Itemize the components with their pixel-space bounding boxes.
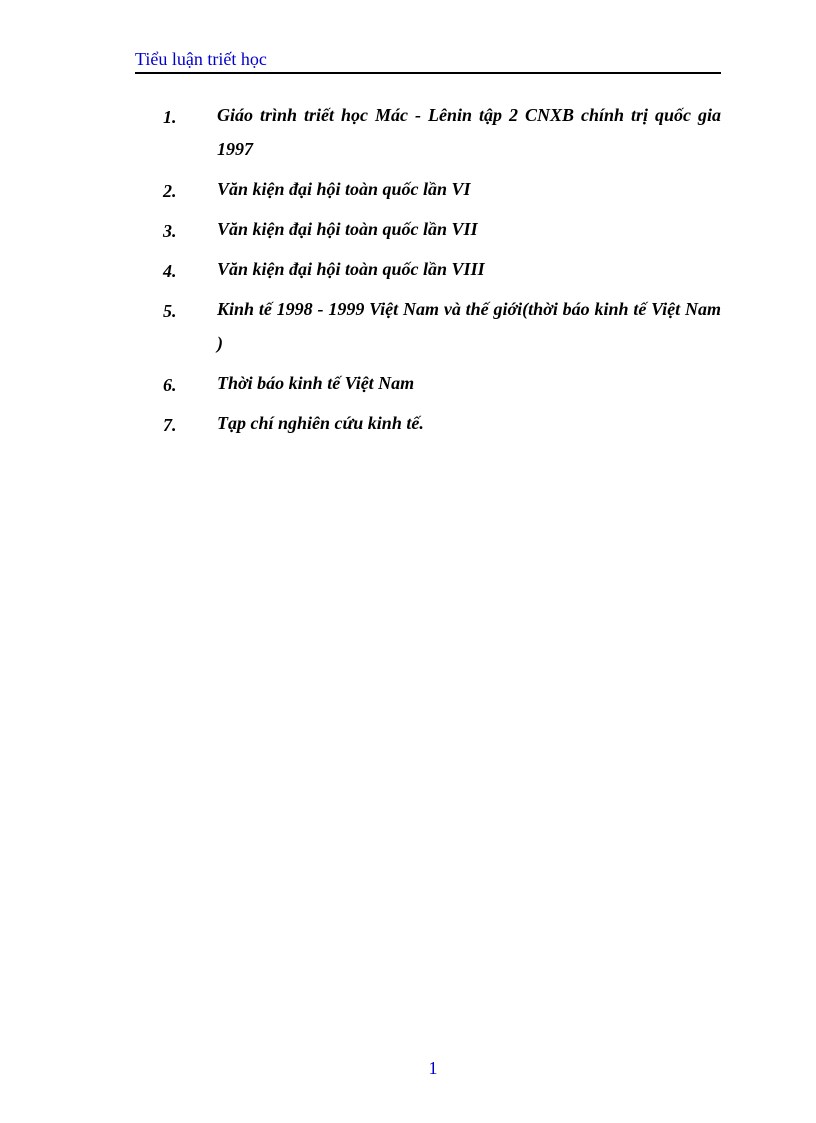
- reference-number: 4.: [163, 261, 177, 281]
- reference-item: [163, 172, 721, 206]
- reference-number: 6.: [163, 375, 177, 395]
- reference-item: [163, 366, 721, 400]
- reference-text: Văn kiện đại hội toàn quốc lần VII: [217, 219, 478, 239]
- reference-number: 7.: [163, 415, 177, 435]
- reference-item: [163, 292, 721, 360]
- reference-text: Giáo trình triết học Mác - Lênin tập 2 CNXB chính trị quốc gia 1997: [217, 105, 721, 159]
- reference-number: 2.: [163, 181, 177, 201]
- reference-list: [163, 98, 721, 446]
- reference-text: Kinh tế 1998 - 1999 Việt Nam và thế giới(thời báo kinh tế Việt Nam ): [217, 299, 721, 353]
- reference-number: 5.: [163, 301, 177, 321]
- page-number: 1: [428, 1058, 438, 1078]
- header-title: Tiểu luận triết học: [135, 49, 267, 69]
- reference-text: Văn kiện đại hội toàn quốc lần VIII: [217, 259, 485, 279]
- reference-item: [163, 212, 721, 246]
- reference-item: [163, 252, 721, 286]
- reference-text: Thời báo kinh tế Việt Nam: [217, 373, 415, 393]
- reference-item: [163, 406, 721, 440]
- reference-text: Văn kiện đại hội toàn quốc lần VI: [217, 179, 471, 199]
- reference-text: Tạp chí nghiên cứu kinh tế.: [217, 413, 424, 433]
- page-header: [135, 48, 721, 74]
- reference-number: 1.: [163, 107, 177, 127]
- reference-item: [163, 98, 721, 166]
- reference-number: 3.: [163, 221, 177, 241]
